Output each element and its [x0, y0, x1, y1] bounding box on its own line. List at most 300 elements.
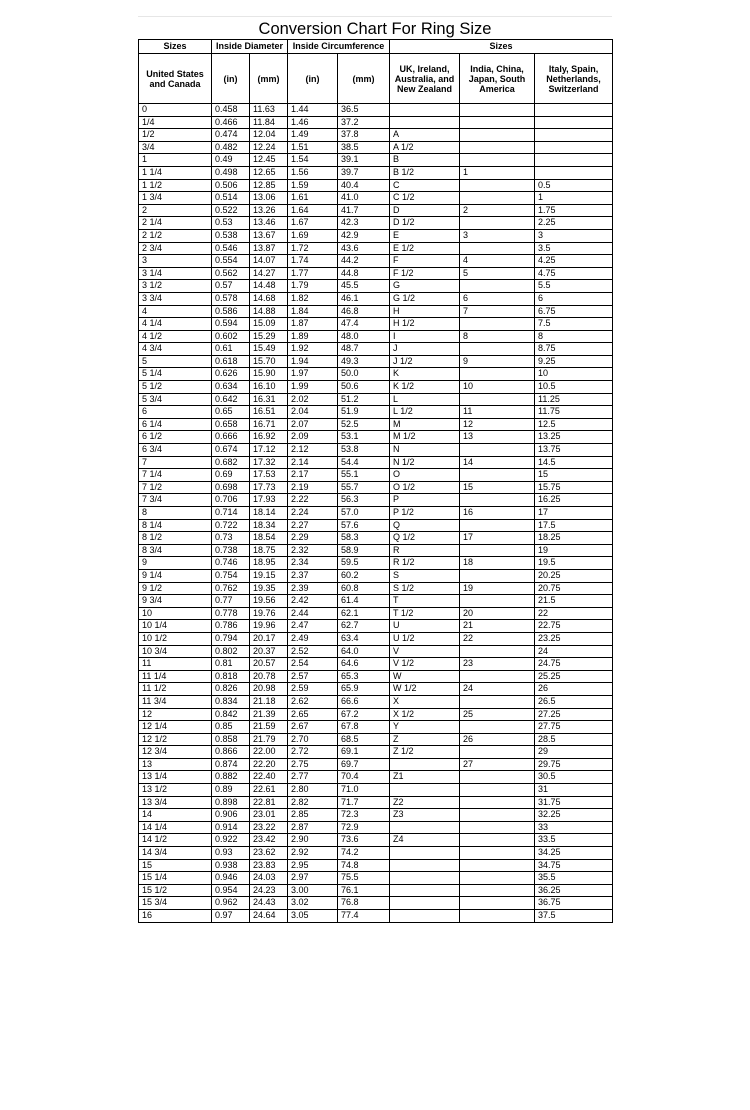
- circumference-mm-cell: 51.2: [338, 393, 390, 406]
- italy-size-cell: 11.75: [535, 406, 613, 419]
- uk-size-cell: A: [390, 129, 460, 142]
- circumference-mm-cell: 68.5: [338, 733, 390, 746]
- circumference-mm-cell: 74.8: [338, 859, 390, 872]
- table-row: [139, 204, 613, 217]
- us-size-cell: 10 3/4: [139, 645, 212, 658]
- circumference-mm-cell: 64.6: [338, 658, 390, 671]
- uk-size-cell: N: [390, 444, 460, 457]
- italy-size-cell: 33: [535, 821, 613, 834]
- column-header-diameter-in: (in): [212, 54, 250, 104]
- diameter-mm-cell: 24.23: [250, 884, 288, 897]
- diameter-in-cell: 0.642: [212, 393, 250, 406]
- table-row: [139, 267, 613, 280]
- italy-size-cell: 17: [535, 507, 613, 520]
- circumference-in-cell: 1.82: [288, 292, 338, 305]
- circumference-mm-cell: 37.8: [338, 129, 390, 142]
- diameter-in-cell: 0.754: [212, 569, 250, 582]
- circumference-in-cell: 2.87: [288, 821, 338, 834]
- diameter-in-cell: 0.826: [212, 683, 250, 696]
- italy-size-cell: 22.75: [535, 620, 613, 633]
- circumference-in-cell: 2.04: [288, 406, 338, 419]
- circumference-mm-cell: 38.5: [338, 141, 390, 154]
- diameter-in-cell: 0.73: [212, 532, 250, 545]
- italy-size-cell: 29.75: [535, 758, 613, 771]
- diameter-in-cell: 0.97: [212, 910, 250, 923]
- diameter-in-cell: 0.578: [212, 292, 250, 305]
- us-size-cell: 8 3/4: [139, 544, 212, 557]
- diameter-in-cell: 0.466: [212, 116, 250, 129]
- circumference-in-cell: 2.17: [288, 469, 338, 482]
- italy-size-cell: 30.5: [535, 771, 613, 784]
- uk-size-cell: A 1/2: [390, 141, 460, 154]
- circumference-in-cell: 2.65: [288, 708, 338, 721]
- india-size-cell: [460, 368, 535, 381]
- circumference-mm-cell: 39.7: [338, 166, 390, 179]
- us-size-cell: 5 3/4: [139, 393, 212, 406]
- italy-size-cell: 4.25: [535, 255, 613, 268]
- column-header-italy: Italy, Spain, Netherlands, Switzerland: [535, 54, 613, 104]
- india-size-cell: 27: [460, 758, 535, 771]
- circumference-in-cell: 2.72: [288, 746, 338, 759]
- uk-size-cell: C 1/2: [390, 192, 460, 205]
- diameter-in-cell: 0.842: [212, 708, 250, 721]
- diameter-mm-cell: 22.40: [250, 771, 288, 784]
- india-size-cell: [460, 242, 535, 255]
- circumference-mm-cell: 50.0: [338, 368, 390, 381]
- table-row: [139, 355, 613, 368]
- diameter-mm-cell: 13.87: [250, 242, 288, 255]
- circumference-mm-cell: 41.0: [338, 192, 390, 205]
- diameter-in-cell: 0.634: [212, 381, 250, 394]
- circumference-in-cell: 2.70: [288, 733, 338, 746]
- circumference-in-cell: 2.07: [288, 418, 338, 431]
- diameter-mm-cell: 12.65: [250, 166, 288, 179]
- circumference-mm-cell: 47.4: [338, 318, 390, 331]
- table-row: [139, 519, 613, 532]
- diameter-mm-cell: 23.22: [250, 821, 288, 834]
- circumference-mm-cell: 46.1: [338, 292, 390, 305]
- india-size-cell: [460, 154, 535, 167]
- diameter-in-cell: 0.506: [212, 179, 250, 192]
- table-row: [139, 884, 613, 897]
- uk-size-cell: F: [390, 255, 460, 268]
- us-size-cell: 1: [139, 154, 212, 167]
- india-size-cell: 7: [460, 305, 535, 318]
- diameter-in-cell: 0.658: [212, 418, 250, 431]
- circumference-in-cell: 1.84: [288, 305, 338, 318]
- italy-size-cell: 1.75: [535, 204, 613, 217]
- circumference-mm-cell: 76.1: [338, 884, 390, 897]
- circumference-in-cell: 1.99: [288, 381, 338, 394]
- table-row: [139, 280, 613, 293]
- diameter-in-cell: 0.682: [212, 456, 250, 469]
- circumference-mm-cell: 45.5: [338, 280, 390, 293]
- us-size-cell: 3 1/4: [139, 267, 212, 280]
- diameter-in-cell: 0.722: [212, 519, 250, 532]
- diameter-in-cell: 0.554: [212, 255, 250, 268]
- india-size-cell: [460, 910, 535, 923]
- circumference-in-cell: 2.90: [288, 834, 338, 847]
- italy-size-cell: 12.5: [535, 418, 613, 431]
- diameter-mm-cell: 16.92: [250, 431, 288, 444]
- india-size-cell: 4: [460, 255, 535, 268]
- diameter-mm-cell: 11.63: [250, 104, 288, 117]
- india-size-cell: [460, 179, 535, 192]
- circumference-mm-cell: 66.6: [338, 695, 390, 708]
- us-size-cell: 14: [139, 809, 212, 822]
- circumference-in-cell: 2.14: [288, 456, 338, 469]
- circumference-in-cell: 2.32: [288, 544, 338, 557]
- table-row: [139, 154, 613, 167]
- diameter-mm-cell: 13.26: [250, 204, 288, 217]
- circumference-in-cell: 1.92: [288, 343, 338, 356]
- india-size-cell: [460, 670, 535, 683]
- india-size-cell: 26: [460, 733, 535, 746]
- us-size-cell: 2 1/4: [139, 217, 212, 230]
- uk-size-cell: [390, 821, 460, 834]
- diameter-mm-cell: 12.45: [250, 154, 288, 167]
- diameter-mm-cell: 16.10: [250, 381, 288, 394]
- india-size-cell: [460, 444, 535, 457]
- india-size-cell: [460, 469, 535, 482]
- diameter-mm-cell: 23.42: [250, 834, 288, 847]
- diameter-mm-cell: 16.51: [250, 406, 288, 419]
- italy-size-cell: 10: [535, 368, 613, 381]
- diameter-mm-cell: 15.70: [250, 355, 288, 368]
- circumference-mm-cell: 44.8: [338, 267, 390, 280]
- india-size-cell: [460, 141, 535, 154]
- circumference-in-cell: 2.85: [288, 809, 338, 822]
- us-size-cell: 8 1/2: [139, 532, 212, 545]
- diameter-in-cell: 0.778: [212, 607, 250, 620]
- uk-size-cell: [390, 859, 460, 872]
- diameter-in-cell: 0.458: [212, 104, 250, 117]
- circumference-mm-cell: 65.9: [338, 683, 390, 696]
- italy-size-cell: 19: [535, 544, 613, 557]
- italy-size-cell: [535, 129, 613, 142]
- circumference-in-cell: 2.12: [288, 444, 338, 457]
- diameter-in-cell: 0.89: [212, 784, 250, 797]
- italy-size-cell: 1: [535, 192, 613, 205]
- table-row: [139, 796, 613, 809]
- diameter-in-cell: 0.818: [212, 670, 250, 683]
- italy-size-cell: 11.25: [535, 393, 613, 406]
- diameter-in-cell: 0.474: [212, 129, 250, 142]
- uk-size-cell: I: [390, 330, 460, 343]
- table-row: [139, 746, 613, 759]
- table-row: [139, 771, 613, 784]
- italy-size-cell: 21.5: [535, 595, 613, 608]
- us-size-cell: 16: [139, 910, 212, 923]
- circumference-mm-cell: 75.5: [338, 872, 390, 885]
- diameter-mm-cell: 21.79: [250, 733, 288, 746]
- diameter-mm-cell: 17.12: [250, 444, 288, 457]
- circumference-mm-cell: 58.3: [338, 532, 390, 545]
- diameter-in-cell: 0.586: [212, 305, 250, 318]
- circumference-in-cell: 2.34: [288, 557, 338, 570]
- uk-size-cell: L 1/2: [390, 406, 460, 419]
- diameter-in-cell: 0.81: [212, 658, 250, 671]
- italy-size-cell: 17.5: [535, 519, 613, 532]
- circumference-in-cell: 3.00: [288, 884, 338, 897]
- circumference-in-cell: 2.22: [288, 494, 338, 507]
- circumference-in-cell: 1.74: [288, 255, 338, 268]
- diameter-mm-cell: 12.24: [250, 141, 288, 154]
- diameter-mm-cell: 21.18: [250, 695, 288, 708]
- italy-size-cell: 13.75: [535, 444, 613, 457]
- circumference-mm-cell: 43.6: [338, 242, 390, 255]
- group-header-inside-circumference: Inside Circumference: [288, 40, 390, 54]
- uk-size-cell: L: [390, 393, 460, 406]
- circumference-mm-cell: 61.4: [338, 595, 390, 608]
- diameter-in-cell: 0.626: [212, 368, 250, 381]
- us-size-cell: 10: [139, 607, 212, 620]
- table-row: [139, 847, 613, 860]
- diameter-mm-cell: 15.90: [250, 368, 288, 381]
- circumference-mm-cell: 60.8: [338, 582, 390, 595]
- india-size-cell: [460, 519, 535, 532]
- italy-size-cell: 19.5: [535, 557, 613, 570]
- diameter-mm-cell: 17.53: [250, 469, 288, 482]
- circumference-mm-cell: 65.3: [338, 670, 390, 683]
- italy-size-cell: 26.5: [535, 695, 613, 708]
- us-size-cell: 2 3/4: [139, 242, 212, 255]
- circumference-mm-cell: 39.1: [338, 154, 390, 167]
- table-row: [139, 141, 613, 154]
- us-size-cell: 1/2: [139, 129, 212, 142]
- india-size-cell: 23: [460, 658, 535, 671]
- circumference-mm-cell: 77.4: [338, 910, 390, 923]
- italy-size-cell: 20.75: [535, 582, 613, 595]
- india-size-cell: [460, 645, 535, 658]
- uk-size-cell: P: [390, 494, 460, 507]
- india-size-cell: [460, 809, 535, 822]
- italy-size-cell: 3.5: [535, 242, 613, 255]
- circumference-mm-cell: 69.1: [338, 746, 390, 759]
- circumference-mm-cell: 53.1: [338, 431, 390, 444]
- italy-size-cell: [535, 141, 613, 154]
- italy-size-cell: 14.5: [535, 456, 613, 469]
- table-row: [139, 481, 613, 494]
- diameter-in-cell: 0.69: [212, 469, 250, 482]
- table-row: [139, 494, 613, 507]
- column-header-us-canada: United States and Canada: [139, 54, 212, 104]
- table-row: [139, 292, 613, 305]
- diameter-mm-cell: 18.14: [250, 507, 288, 520]
- diameter-in-cell: 0.914: [212, 821, 250, 834]
- diameter-in-cell: 0.77: [212, 595, 250, 608]
- diameter-mm-cell: 18.95: [250, 557, 288, 570]
- circumference-in-cell: 2.09: [288, 431, 338, 444]
- uk-size-cell: R 1/2: [390, 557, 460, 570]
- circumference-mm-cell: 52.5: [338, 418, 390, 431]
- table-row: [139, 733, 613, 746]
- circumference-mm-cell: 55.7: [338, 481, 390, 494]
- table-row: [139, 444, 613, 457]
- india-size-cell: [460, 192, 535, 205]
- india-size-cell: 16: [460, 507, 535, 520]
- circumference-in-cell: 2.97: [288, 872, 338, 885]
- group-header-row: [139, 40, 613, 54]
- uk-size-cell: [390, 784, 460, 797]
- diameter-mm-cell: 18.54: [250, 532, 288, 545]
- uk-size-cell: R: [390, 544, 460, 557]
- table-row: [139, 305, 613, 318]
- italy-size-cell: [535, 116, 613, 129]
- circumference-in-cell: 2.82: [288, 796, 338, 809]
- uk-size-cell: T: [390, 595, 460, 608]
- india-size-cell: [460, 393, 535, 406]
- us-size-cell: 5: [139, 355, 212, 368]
- india-size-cell: [460, 859, 535, 872]
- diameter-mm-cell: 15.49: [250, 343, 288, 356]
- circumference-in-cell: 2.75: [288, 758, 338, 771]
- column-header-uk: UK, Ireland, Australia, and New Zealand: [390, 54, 460, 104]
- table-row: [139, 229, 613, 242]
- diameter-in-cell: 0.706: [212, 494, 250, 507]
- italy-size-cell: 24: [535, 645, 613, 658]
- italy-size-cell: 3: [535, 229, 613, 242]
- ring-size-chart: [138, 16, 612, 923]
- india-size-cell: 6: [460, 292, 535, 305]
- circumference-mm-cell: 55.1: [338, 469, 390, 482]
- circumference-in-cell: 2.37: [288, 569, 338, 582]
- table-row: [139, 620, 613, 633]
- table-row: [139, 897, 613, 910]
- uk-size-cell: G: [390, 280, 460, 293]
- diameter-mm-cell: 20.57: [250, 658, 288, 671]
- india-size-cell: [460, 834, 535, 847]
- us-size-cell: 2: [139, 204, 212, 217]
- india-size-cell: [460, 771, 535, 784]
- circumference-in-cell: 2.80: [288, 784, 338, 797]
- india-size-cell: [460, 746, 535, 759]
- india-size-cell: [460, 721, 535, 734]
- uk-size-cell: J: [390, 343, 460, 356]
- table-row: [139, 607, 613, 620]
- diameter-in-cell: 0.882: [212, 771, 250, 784]
- diameter-in-cell: 0.602: [212, 330, 250, 343]
- us-size-cell: 0: [139, 104, 212, 117]
- circumference-mm-cell: 50.6: [338, 381, 390, 394]
- circumference-mm-cell: 42.9: [338, 229, 390, 242]
- india-size-cell: 22: [460, 632, 535, 645]
- diameter-in-cell: 0.946: [212, 872, 250, 885]
- us-size-cell: 15 1/2: [139, 884, 212, 897]
- chart-title: Conversion Chart For Ring Size: [138, 16, 612, 39]
- table-row: [139, 910, 613, 923]
- uk-size-cell: U: [390, 620, 460, 633]
- circumference-in-cell: 2.42: [288, 595, 338, 608]
- us-size-cell: 9 1/2: [139, 582, 212, 595]
- uk-size-cell: O 1/2: [390, 481, 460, 494]
- column-header-circumference-mm: (mm): [338, 54, 390, 104]
- uk-size-cell: Y: [390, 721, 460, 734]
- circumference-mm-cell: 37.2: [338, 116, 390, 129]
- circumference-in-cell: 2.62: [288, 695, 338, 708]
- uk-size-cell: T 1/2: [390, 607, 460, 620]
- italy-size-cell: 6.75: [535, 305, 613, 318]
- italy-size-cell: [535, 154, 613, 167]
- uk-size-cell: X: [390, 695, 460, 708]
- us-size-cell: 6: [139, 406, 212, 419]
- circumference-in-cell: 2.29: [288, 532, 338, 545]
- us-size-cell: 5 1/4: [139, 368, 212, 381]
- india-size-cell: 9: [460, 355, 535, 368]
- table-row: [139, 129, 613, 142]
- circumference-mm-cell: 62.7: [338, 620, 390, 633]
- italy-size-cell: 4.75: [535, 267, 613, 280]
- diameter-in-cell: 0.858: [212, 733, 250, 746]
- circumference-mm-cell: 57.0: [338, 507, 390, 520]
- india-size-cell: [460, 217, 535, 230]
- circumference-in-cell: 1.97: [288, 368, 338, 381]
- uk-size-cell: Q: [390, 519, 460, 532]
- italy-size-cell: 9.25: [535, 355, 613, 368]
- diameter-mm-cell: 20.17: [250, 632, 288, 645]
- diameter-mm-cell: 16.71: [250, 418, 288, 431]
- table-row: [139, 532, 613, 545]
- us-size-cell: 14 1/2: [139, 834, 212, 847]
- circumference-in-cell: 2.92: [288, 847, 338, 860]
- circumference-mm-cell: 70.4: [338, 771, 390, 784]
- india-size-cell: 20: [460, 607, 535, 620]
- diameter-mm-cell: 13.67: [250, 229, 288, 242]
- table-row: [139, 695, 613, 708]
- circumference-in-cell: 3.05: [288, 910, 338, 923]
- diameter-mm-cell: 20.78: [250, 670, 288, 683]
- uk-size-cell: [390, 884, 460, 897]
- diameter-mm-cell: 18.75: [250, 544, 288, 557]
- diameter-in-cell: 0.61: [212, 343, 250, 356]
- india-size-cell: 3: [460, 229, 535, 242]
- uk-size-cell: M 1/2: [390, 431, 460, 444]
- uk-size-cell: V: [390, 645, 460, 658]
- us-size-cell: 3: [139, 255, 212, 268]
- table-row: [139, 242, 613, 255]
- italy-size-cell: 20.25: [535, 569, 613, 582]
- diameter-mm-cell: 12.85: [250, 179, 288, 192]
- us-size-cell: 14 1/4: [139, 821, 212, 834]
- table-row: [139, 784, 613, 797]
- diameter-mm-cell: 19.56: [250, 595, 288, 608]
- circumference-in-cell: 2.59: [288, 683, 338, 696]
- circumference-mm-cell: 67.8: [338, 721, 390, 734]
- circumference-in-cell: 2.54: [288, 658, 338, 671]
- india-size-cell: [460, 595, 535, 608]
- group-header-inside-diameter: Inside Diameter: [212, 40, 288, 54]
- india-size-cell: 14: [460, 456, 535, 469]
- circumference-in-cell: 1.54: [288, 154, 338, 167]
- circumference-in-cell: 2.47: [288, 620, 338, 633]
- italy-size-cell: 8.75: [535, 343, 613, 356]
- diameter-in-cell: 0.562: [212, 267, 250, 280]
- circumference-mm-cell: 40.4: [338, 179, 390, 192]
- us-size-cell: 15 1/4: [139, 872, 212, 885]
- diameter-in-cell: 0.546: [212, 242, 250, 255]
- table-row: [139, 431, 613, 444]
- india-size-cell: [460, 116, 535, 129]
- circumference-in-cell: 2.19: [288, 481, 338, 494]
- circumference-in-cell: 1.49: [288, 129, 338, 142]
- diameter-mm-cell: 23.83: [250, 859, 288, 872]
- circumference-in-cell: 1.94: [288, 355, 338, 368]
- italy-size-cell: 24.75: [535, 658, 613, 671]
- diameter-mm-cell: 14.68: [250, 292, 288, 305]
- diameter-in-cell: 0.594: [212, 318, 250, 331]
- italy-size-cell: 27.75: [535, 721, 613, 734]
- india-size-cell: [460, 569, 535, 582]
